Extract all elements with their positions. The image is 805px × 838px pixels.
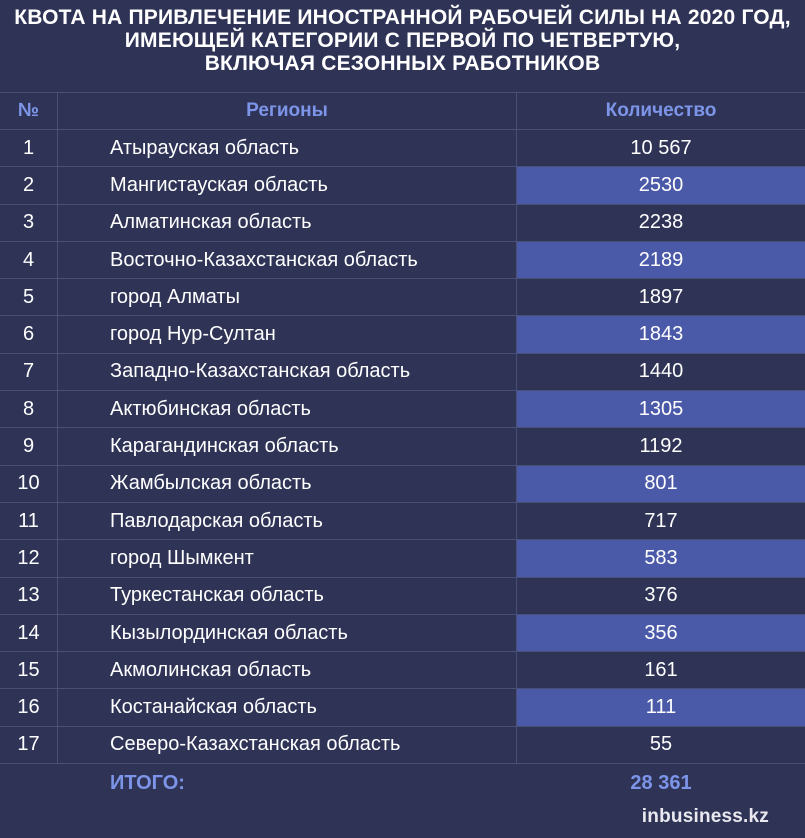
table-row: [0, 279, 805, 316]
row-qty: 717: [644, 509, 678, 532]
row-num: 3: [0, 205, 58, 241]
row-qty: 1440: [638, 360, 684, 383]
total-label: ИТОГО:: [110, 771, 185, 794]
table-row: [0, 354, 805, 391]
row-region: Алматинская область: [58, 205, 517, 241]
row-num: 1: [0, 130, 58, 166]
table-row: [0, 578, 805, 615]
table-row: [0, 130, 805, 167]
row-region: Павлодарская область: [58, 503, 517, 539]
header-qty: Количество: [605, 100, 717, 121]
row-qty: 583: [517, 540, 805, 576]
row-num: 15: [0, 652, 58, 688]
header-num: №: [0, 93, 58, 129]
table-header: [0, 92, 805, 130]
row-qty: 2189: [517, 242, 805, 278]
row-region: Акмолинская область: [58, 652, 517, 688]
table-row: [0, 652, 805, 689]
table-row: [0, 727, 805, 764]
table-row: [0, 242, 805, 279]
row-qty: 161: [644, 658, 678, 681]
row-qty: 10 567: [630, 136, 692, 159]
row-qty: 801: [517, 466, 805, 502]
row-num: 10: [0, 466, 58, 502]
row-region: Актюбинская область: [58, 391, 517, 427]
row-num: 8: [0, 391, 58, 427]
table-row: [0, 503, 805, 540]
row-num: 13: [0, 578, 58, 614]
table-row: [0, 205, 805, 242]
brand-logo: inbusiness.kz: [641, 806, 769, 827]
table-row: [0, 316, 805, 353]
row-qty: 1897: [638, 285, 684, 308]
header-region: Регионы: [58, 93, 517, 129]
row-region: город Шымкент: [58, 540, 517, 576]
row-qty: 376: [644, 584, 678, 607]
row-region: Восточно-Казахстанская область: [58, 242, 517, 278]
row-region: Жамбылская область: [58, 466, 517, 502]
row-num: 9: [0, 428, 58, 464]
row-num: 5: [0, 279, 58, 315]
row-num: 12: [0, 540, 58, 576]
table-row: [0, 466, 805, 503]
row-region: Мангистауская область: [58, 167, 517, 203]
row-num: 4: [0, 242, 58, 278]
row-qty: 2530: [517, 167, 805, 203]
row-region: Карагандинская область: [58, 428, 517, 464]
total-qty: 28 361: [630, 771, 692, 794]
row-num: 14: [0, 615, 58, 651]
total-num: [0, 764, 58, 802]
row-qty: 55: [649, 733, 673, 756]
table-row: [0, 615, 805, 652]
row-region: Западно-Казахстанская область: [58, 354, 517, 390]
table-row: [0, 167, 805, 204]
row-num: 6: [0, 316, 58, 352]
row-region: Северо-Казахстанская область: [58, 727, 517, 763]
row-qty: 1843: [517, 316, 805, 352]
row-qty: 1192: [639, 435, 683, 458]
row-qty: 111: [517, 689, 805, 725]
table-row: [0, 391, 805, 428]
page-title: КВОТА НА ПРИВЛЕЧЕНИЕ ИНОСТРАННОЙ РАБОЧЕЙ СИЛЫ НА 2020 ГОД, ИМЕЮЩЕЙ КАТЕГОРИИ С ПЕРВОЙ ПО ЧЕТВЕРТУЮ, ВКЛЮЧАЯ СЕЗОННЫХ РАБОТНИКОВ: [14, 6, 791, 75]
row-num: 7: [0, 354, 58, 390]
table-row: [0, 689, 805, 726]
quota-table: [0, 92, 805, 802]
table-body: [0, 130, 805, 764]
row-region: город Алматы: [58, 279, 517, 315]
row-region: город Нур-Султан: [58, 316, 517, 352]
row-region: Костанайская область: [58, 689, 517, 725]
row-region: Туркестанская область: [58, 578, 517, 614]
row-qty: 1305: [517, 391, 805, 427]
row-qty: 2238: [638, 211, 684, 234]
row-num: 2: [0, 167, 58, 203]
total-row: [0, 764, 805, 802]
row-qty: 356: [517, 615, 805, 651]
row-num: 16: [0, 689, 58, 725]
table-row: [0, 540, 805, 577]
row-region: Атырауская область: [58, 130, 517, 166]
table-row: [0, 428, 805, 465]
row-region: Кызылординская область: [58, 615, 517, 651]
row-num: 17: [0, 727, 58, 763]
row-num: 11: [0, 503, 58, 539]
